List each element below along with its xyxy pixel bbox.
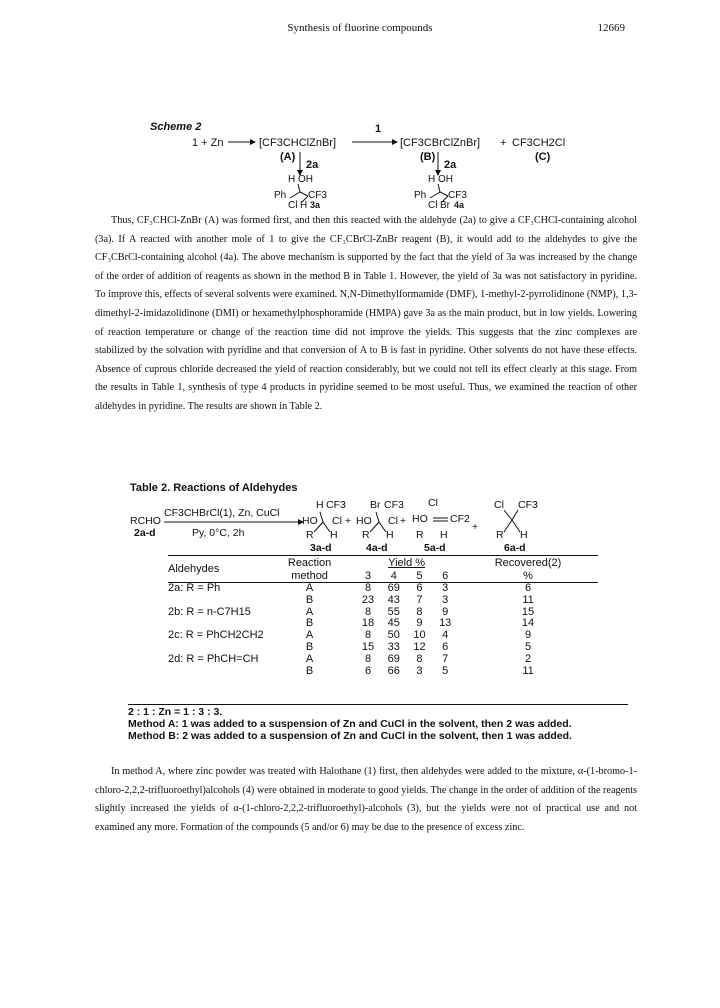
table-row <box>168 630 598 642</box>
structure-3 <box>302 499 346 554</box>
atom: CF3 <box>384 499 404 511</box>
atom-oh: OH <box>298 174 313 185</box>
atom-h: H <box>288 174 296 185</box>
table-2-reaction-drawing <box>130 494 600 556</box>
cell-aldehyde <box>168 642 264 654</box>
table-row <box>168 666 598 678</box>
table-2-reaction <box>130 494 600 556</box>
cell-method: A <box>305 629 314 642</box>
atom: CF2 <box>450 513 470 525</box>
col-3: 3 <box>364 570 372 582</box>
atom-ph: Ph <box>274 190 287 201</box>
atom: HO <box>356 515 372 527</box>
atom-ph: Ph <box>414 190 427 201</box>
structure-3a <box>274 174 327 211</box>
cell-y4: 66 <box>387 664 400 677</box>
tag-b: (B) <box>420 151 436 163</box>
cell-y6: 9 <box>442 605 449 618</box>
cell-y6: 13 <box>439 617 452 630</box>
cell-rec: 2 <box>524 652 532 665</box>
scheme-2 <box>150 118 590 213</box>
cell-y3: 6 <box>364 664 372 677</box>
cell-y6: 4 <box>442 629 449 642</box>
cell-aldehyde: 2d: R = PhCH=CH <box>168 652 259 665</box>
atom: HO <box>412 513 428 525</box>
cell-y3: 18 <box>361 617 375 630</box>
label-3a-d: 3a-d <box>310 542 332 554</box>
cell-y4: 55 <box>387 605 400 618</box>
arrow-1-head <box>250 139 256 145</box>
col-yield: Yield % <box>388 557 426 569</box>
col-percent: % <box>523 570 533 582</box>
reactant-rcho: RCHO <box>130 515 161 527</box>
yield-table-body <box>168 583 598 678</box>
cell-method: A <box>305 605 314 618</box>
atom-oh: OH <box>438 174 453 185</box>
atom: H <box>440 529 448 541</box>
label-3a: 3a <box>310 200 321 210</box>
cell-rec: 14 <box>521 617 535 630</box>
paragraph-2: In method A, where zinc powder was treated with Halothane (1) first, then aldehydes were added to the mixture, α-(1-bromo-1-chloro-2,2,2-trifluoroethyl)alcohols (4) were obtained in moderate to good yields. The change in the order of addition of the reagents slightly increased the yields of α-(1-chloro-2,2,2-trifluoroethyl)-alcohols (3), but the yields were not of practical use and not examined any more. Formation of the compounds (5 and/or 6) may be due to the presence of excess zinc. <box>95 766 637 833</box>
label-6a-d: 6a-d <box>504 542 526 554</box>
cell-y5: 3 <box>416 664 423 677</box>
cell-y4: 69 <box>387 582 400 594</box>
atom: H <box>316 499 324 511</box>
yield-table-grid <box>168 555 598 677</box>
atom: CF3 <box>518 499 538 511</box>
col-reaction: Reaction <box>287 557 332 569</box>
cell-y6: 5 <box>442 664 449 677</box>
plus-sign: + <box>345 515 352 527</box>
reactant-label: 2a-d <box>134 527 156 539</box>
scheme-label: Scheme 2 <box>150 121 202 133</box>
label-4a: 4a <box>454 200 465 210</box>
cell-y4: 33 <box>387 640 400 653</box>
atom-cl: Cl <box>288 200 298 211</box>
atom: R <box>496 529 504 541</box>
cell-y4: 50 <box>387 629 400 642</box>
cell-aldehyde: 2c: R = PhCH2CH2 <box>168 629 264 642</box>
cell-y5: 6 <box>416 582 423 594</box>
cell-y3: 8 <box>364 629 372 642</box>
cell-method: B <box>305 617 314 630</box>
running-header <box>0 22 720 38</box>
cell-rec: 11 <box>522 593 534 606</box>
footnote-method-a: Method A: 1 was added to a suspension of Zn and CuCl in the solvent, then 2 was added. <box>128 718 572 730</box>
atom: R <box>306 529 314 541</box>
cell-y5: 8 <box>416 605 423 618</box>
atom: H <box>520 529 528 541</box>
reagent-a: 2a <box>306 159 319 171</box>
arrow-2-head <box>392 139 398 145</box>
cell-y3: 8 <box>364 582 372 594</box>
atom: Cl <box>332 515 342 527</box>
intermediate-b: [CF3CBrClZnBr] <box>400 137 481 149</box>
cell-y6: 6 <box>442 640 449 653</box>
table-2-title: Table 2. Reactions of Aldehydes <box>130 482 298 494</box>
scheme-reactants: 1 + Zn <box>192 137 224 149</box>
cell-y5: 8 <box>416 652 423 665</box>
intermediate-a: [CF3CHClZnBr] <box>259 137 337 149</box>
col-5: 5 <box>416 570 423 582</box>
scheme-2-drawing <box>150 118 590 213</box>
atom: Br <box>370 499 381 511</box>
atom: Cl <box>494 499 504 511</box>
atom-h: H <box>428 174 436 185</box>
page-number: 12669 <box>597 22 625 34</box>
label-5a-d: 5a-d <box>424 542 446 554</box>
footnote-ratio: 2 : 1 : Zn = 1 : 3 : 3. <box>128 706 223 718</box>
tag-a: (A) <box>280 151 296 163</box>
footnote-method-b: Method B: 2 was added to a suspension of Zn and CuCl in the solvent, then 1 was added. <box>128 730 572 742</box>
cell-aldehyde <box>168 595 264 607</box>
col-6: 6 <box>442 570 449 582</box>
reagents-above: CF3CHBrCl(1), Zn, CuCl <box>164 507 280 519</box>
cell-aldehyde: 2b: R = n-C7H15 <box>168 605 251 618</box>
atom: H <box>386 529 394 541</box>
cell-y3: 23 <box>361 593 375 606</box>
plus-sign: + <box>472 521 479 533</box>
cell-method: B <box>305 640 314 653</box>
cell-y4: 69 <box>387 652 400 665</box>
reagent-b: 2a <box>444 159 457 171</box>
cell-y3: 15 <box>361 640 375 653</box>
cell-method: B <box>305 664 314 677</box>
atom: CF3 <box>326 499 346 511</box>
atom-cf3: CF3 <box>308 190 327 201</box>
col-aldehydes: Aldehydes <box>168 563 220 575</box>
cell-rec: 5 <box>524 640 532 653</box>
atom-br: Br <box>440 200 450 211</box>
cell-method: A <box>305 582 314 594</box>
atom: Cl <box>428 497 438 509</box>
cell-rec: 9 <box>524 629 532 642</box>
atom: H <box>330 529 338 541</box>
structure-6 <box>494 499 538 554</box>
structure-4a <box>414 174 467 211</box>
structure-5 <box>412 497 470 554</box>
plus-sign: + <box>400 515 407 527</box>
table-row <box>168 642 598 654</box>
atom: R <box>416 529 424 541</box>
running-title: Synthesis of fluorine compounds <box>287 22 433 34</box>
table-footnotes <box>128 704 628 742</box>
arrow-2-label: 1 <box>375 123 382 135</box>
atom: HO <box>302 515 318 527</box>
structure-4 <box>356 499 407 554</box>
cell-y5: 9 <box>416 617 423 630</box>
cell-rec: 11 <box>522 664 534 677</box>
cell-y6: 3 <box>442 593 449 606</box>
col-recovered: Recovered(2) <box>494 557 562 569</box>
table-row <box>168 654 598 666</box>
cell-aldehyde: 2a: R = Ph <box>168 582 221 594</box>
cell-y6: 7 <box>442 652 449 665</box>
cell-method: A <box>305 652 314 665</box>
atom-cf3: CF3 <box>448 190 467 201</box>
table-row <box>168 595 598 607</box>
cell-y3: 8 <box>364 605 372 618</box>
col-4: 4 <box>390 570 397 582</box>
cell-y3: 8 <box>364 652 372 665</box>
cell-y5: 10 <box>413 629 426 642</box>
cell-y4: 43 <box>387 593 400 606</box>
atom: R <box>362 529 370 541</box>
paragraph-1: Thus, CF₃CHCl-ZnBr (A) was formed first, and then this reacted with the aldehyde (2a) to give a CF₃CHCl-containing alcohol (3a). If A reacted with another mole of 1 to give the CF₃CBrCl-ZnBr reagent (B), it would add to the aldehydes to give the CF₃CBrCl-containing alcohol (4a). The above mechanism is supported by the fact that the yield of 3a was increased by the change of the order of addition of reagents as shown in the method B in Table 1. However, the yield of 3a was not satisfactory in pyridine. To improve this, effects of several solvents were examined. N,N-Dimethylformamide (DMF), 1-methyl-2-pyrrolidinone (NMP), 1,3-dimethyl-2-imidazolidinone (DMI) or hexamethylphosphoramide (HMPA) gave 3a as the main product, but in low yields. Lowering of reaction temperature or change of the reaction time did not improve the yields. This suggests that the zinc complexes are stabilized by the solvation with pyridine and that conversion of A to B is fast in pyridine. Other solvents do not have these effects. Absence of cuprous chloride decreased the yield of reaction considerably, but we could not tell its effect clearly at this stage. From the results in Table 1, synthesis of type 4 products in pyridine seemed to be most useful. Thus, we examined the reaction of other aldehydes in pyridine. The results are shown in Table 2. <box>95 215 637 412</box>
atom-h2: H <box>300 200 308 211</box>
cell-y5: 7 <box>416 593 423 606</box>
cell-y5: 12 <box>413 640 426 653</box>
label-4a-d: 4a-d <box>366 542 388 554</box>
plus-sign: + <box>500 137 507 149</box>
cell-rec: 6 <box>524 582 532 594</box>
table-row <box>168 583 598 595</box>
atom: Cl <box>388 515 398 527</box>
tag-c: (C) <box>535 151 551 163</box>
cell-rec: 15 <box>521 605 535 618</box>
cell-aldehyde <box>168 666 264 678</box>
cell-y4: 45 <box>387 617 400 630</box>
atom-cl: Cl <box>428 200 438 211</box>
conditions-below: Py, 0°C, 2h <box>192 527 245 539</box>
cell-y6: 3 <box>442 582 449 594</box>
cell-method: B <box>305 593 314 606</box>
col-method: method <box>291 570 328 582</box>
product-c: CF3CH2Cl <box>512 137 566 149</box>
yield-table <box>168 555 598 677</box>
